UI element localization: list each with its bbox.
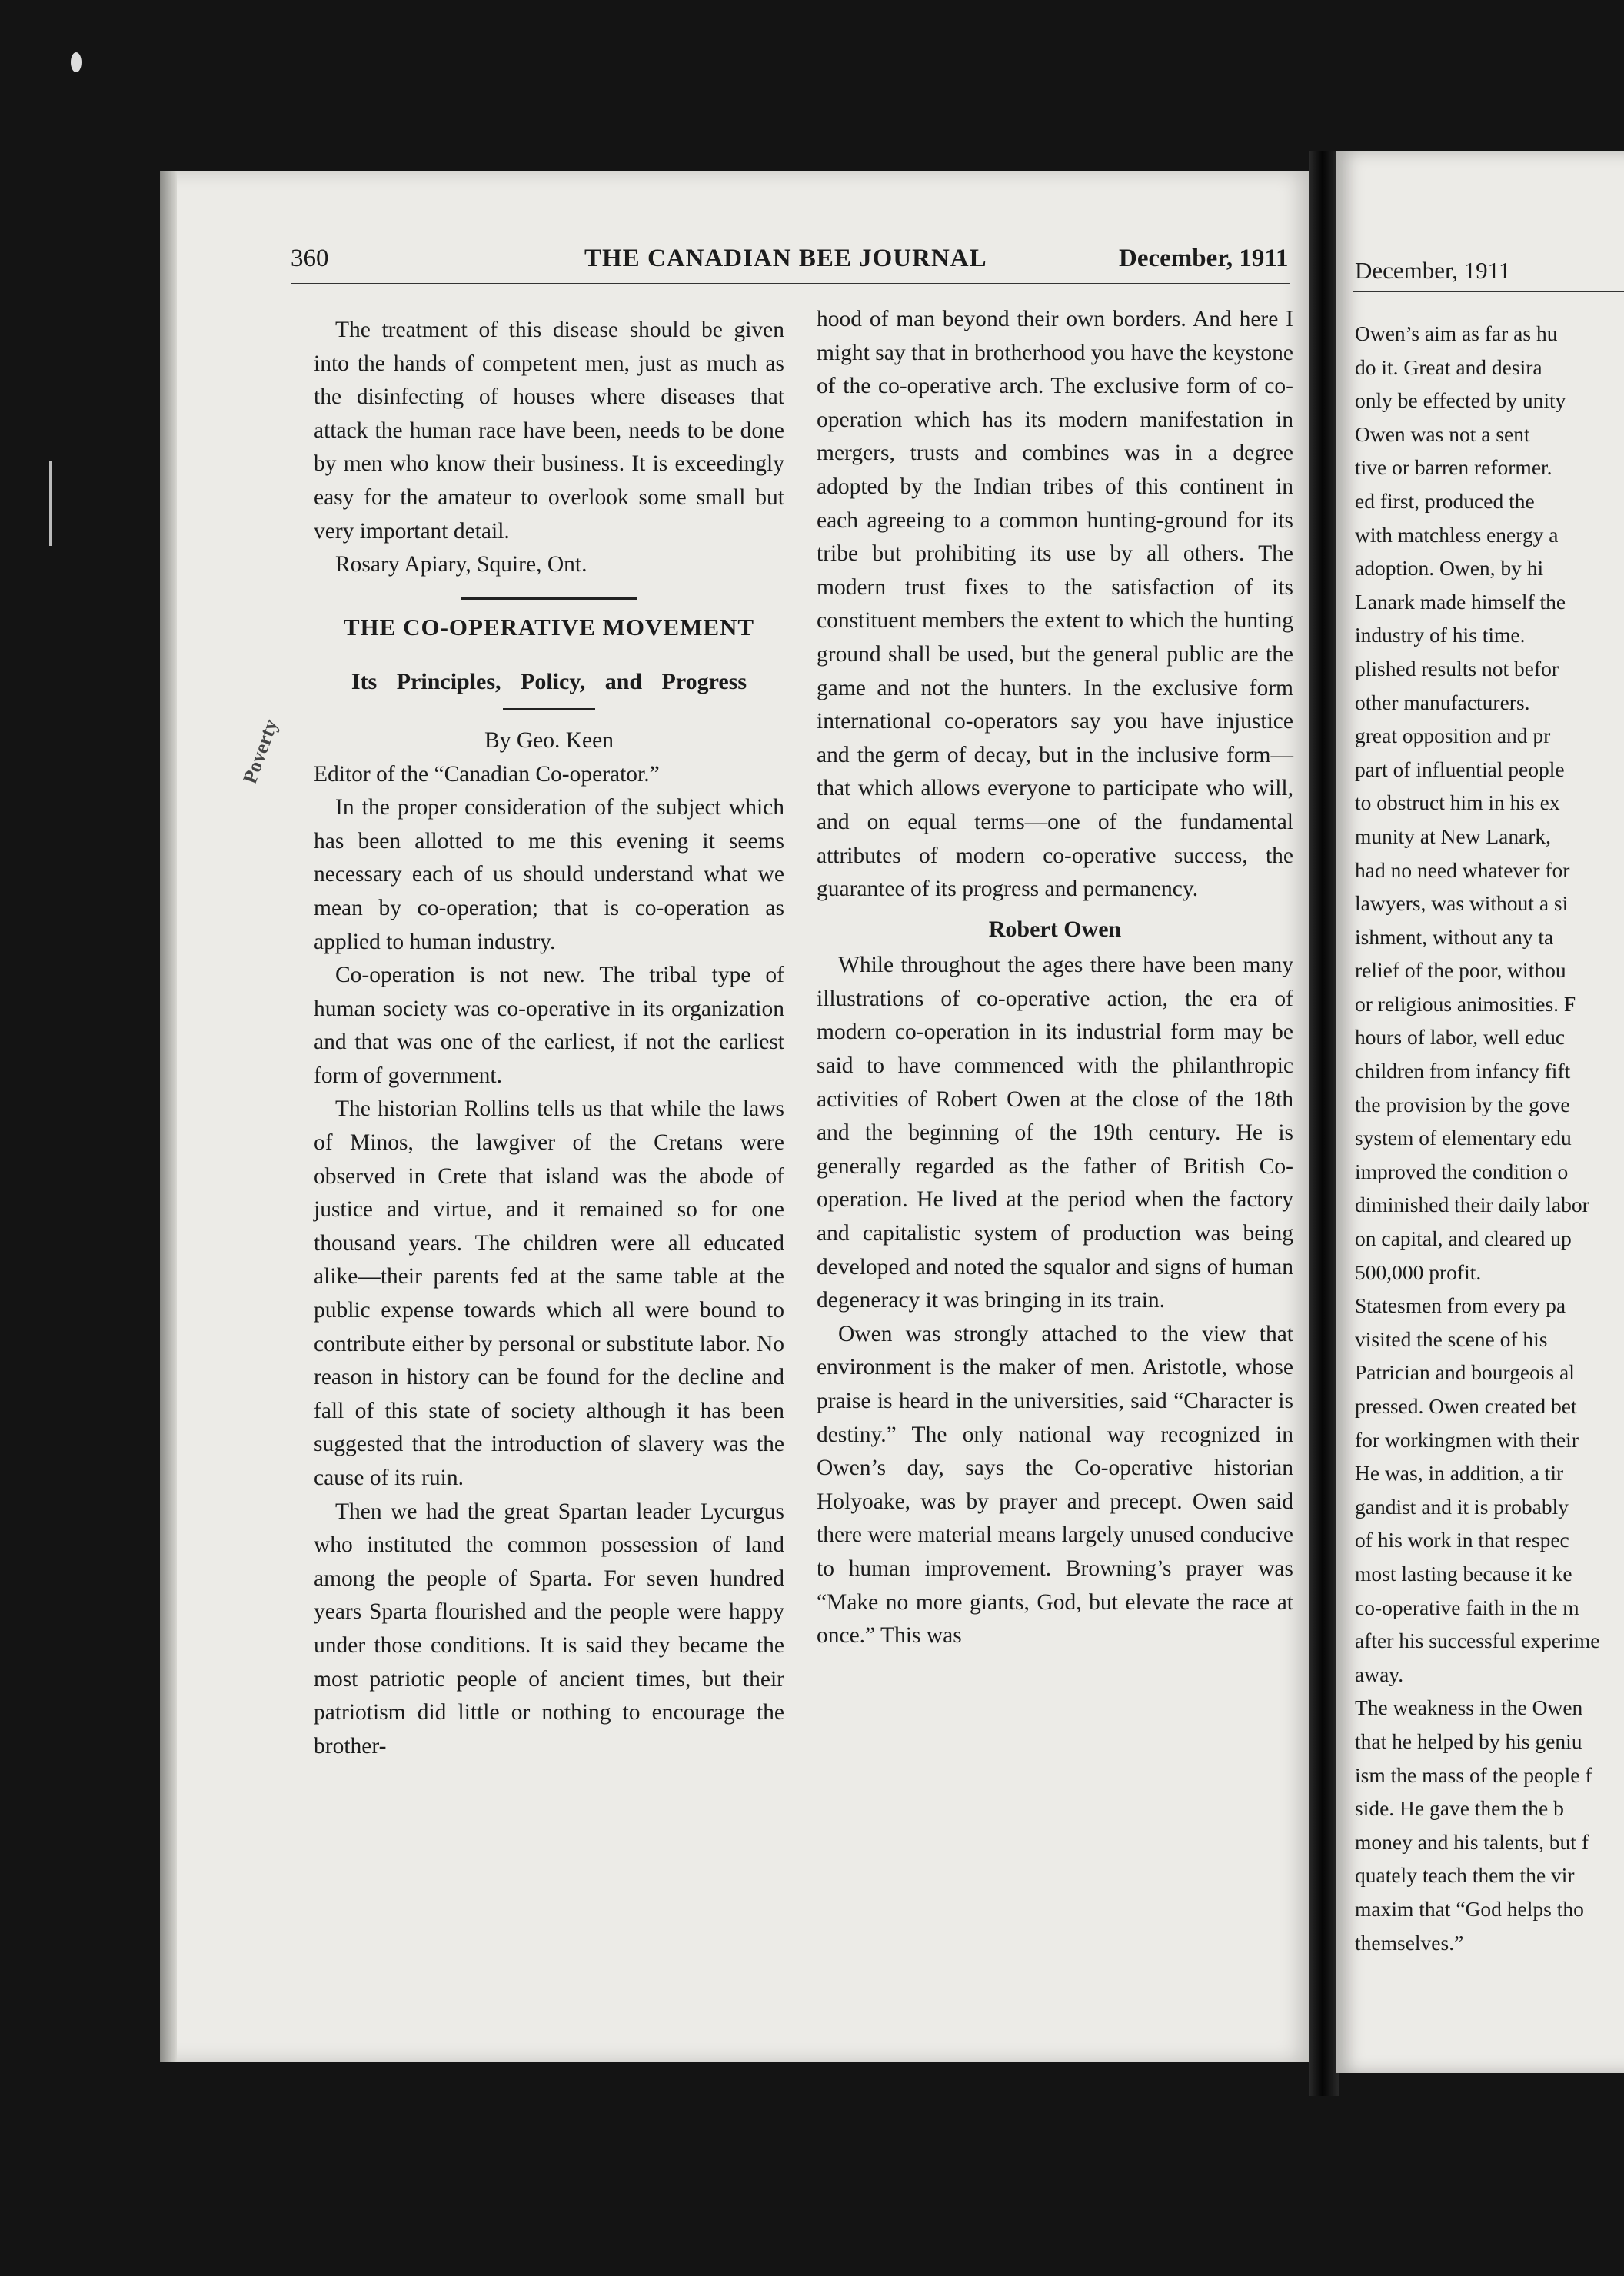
- right-page-line: hours of labor, well educ: [1355, 1025, 1566, 1050]
- right-page-line: ed first, produced the: [1355, 488, 1535, 513]
- right-page-line: Statesmen from every pa: [1355, 1293, 1566, 1318]
- right-page-line: do it. Great and desira: [1355, 354, 1542, 379]
- right-page-line: most lasting because it ke: [1355, 1561, 1572, 1586]
- right-page-line: with matchless energy a: [1355, 522, 1559, 547]
- article-title: THE CO-OPERATIVE MOVEMENT: [343, 613, 755, 641]
- right-page-line: system of elementary edu: [1355, 1126, 1572, 1150]
- right-page-column: [1355, 317, 1624, 1959]
- column-2: [817, 303, 1293, 1653]
- book-gutter: [1309, 151, 1339, 2096]
- paragraph: In the proper consideration of the subject which has been allotted to me this evening it seems necessary each of us should understand what we mean by co-operation; that is co-operation as applied to human industry.: [314, 795, 784, 954]
- right-page-line: side. He gave them the b: [1355, 1796, 1564, 1821]
- right-page-line: ism the mass of the people f: [1355, 1762, 1592, 1787]
- right-page-line: co-operative faith in the m: [1355, 1595, 1579, 1619]
- byline-role: Editor of the “Canadian Co-operator.”: [314, 761, 660, 787]
- right-page-line: only be effected by unity: [1355, 388, 1566, 413]
- paragraph: Owen was strongly attached to the view that environment is the maker of men. Aristotle, whose praise is heard in the universities, said “Character is destiny.” The only national way recognized in Owen’s day, says the Co-operative historian Holyoake, was by prayer and precept. Owen said there were material means largely unused conducive to human improvement. Browning’s prayer was “Make no more giants, God, but elevate the race at once.” This was: [817, 1321, 1293, 1649]
- right-page-line: to obstruct him in his ex: [1355, 790, 1560, 815]
- right-page-line: great opposition and pr: [1355, 724, 1551, 748]
- right-page-line: pressed. Owen created bet: [1355, 1394, 1577, 1418]
- right-page-line: maxim that “God helps tho: [1355, 1896, 1584, 1921]
- right-page-line: Patrician and bourgeois al: [1355, 1360, 1575, 1385]
- right-page-line: for workingmen with their: [1355, 1427, 1579, 1452]
- paragraph: Co-operation is not new. The tribal type of human society was co-operative in its organization and that was one of the earliest, if not the earliest form of government.: [314, 963, 784, 1088]
- right-page-line: that he helped by his geniu: [1355, 1729, 1582, 1753]
- paragraph: Then we had the great Spartan leader Lycurgus who instituted the common possession of land among the people of Sparta. For seven hundred years Sparta flourished and the people were happy under those conditions. It is said they became the most patriotic people of ancient times, but their patriotism did little or nothing to encourage the brother-: [314, 1499, 784, 1759]
- right-page-line: lawyers, was without a si: [1355, 891, 1569, 916]
- header-rule: [1353, 291, 1624, 292]
- margin-stamp: Poverty: [238, 716, 282, 787]
- right-page-line: relief of the poor, withou: [1355, 958, 1566, 983]
- right-page-line: diminished their daily labor: [1355, 1193, 1589, 1217]
- right-page-date: December, 1911: [1355, 257, 1511, 284]
- right-page-line: He was, in addition, a tir: [1355, 1461, 1564, 1486]
- right-page-line: munity at New Lanark,: [1355, 824, 1552, 848]
- right-page-line: the provision by the gove: [1355, 1092, 1570, 1116]
- scan-speck: [49, 461, 52, 546]
- right-page-line: or religious animosities. F: [1355, 991, 1576, 1016]
- right-page-line: ishment, without any ta: [1355, 924, 1554, 949]
- right-page-line: visited the scene of his: [1355, 1326, 1548, 1351]
- scan-speck: [71, 52, 82, 72]
- journal-title: THE CANADIAN BEE JOURNAL: [584, 245, 987, 272]
- right-page-line: industry of his time.: [1355, 623, 1526, 647]
- article-subtitle: Its Principles, Policy, and Progress: [351, 669, 747, 695]
- right-page-line: part of influential people: [1355, 757, 1565, 781]
- paragraph: The historian Rollins tells us that while the laws of Minos, the lawgiver of the Cretans were observed in Crete that island was the abode of justice and virtue, and it remained so for one thousand years. The children were all educated alike—their parents fed at the same table at the public expense towards which all were bound to contribute either by personal or substitute labor. No reason in history can be found for the decline and fall of this state of society although it has been suggested that the introduction of slavery was the cause of its ruin.: [314, 1096, 784, 1490]
- right-page-line: quately teach them the vir: [1355, 1863, 1575, 1888]
- right-page-line: on capital, and cleared up: [1355, 1226, 1572, 1251]
- right-page-line: of his work in that respec: [1355, 1528, 1569, 1552]
- divider: [461, 597, 637, 600]
- issue-date: December, 1911: [1119, 245, 1289, 272]
- right-page-line: improved the condition o: [1355, 1159, 1569, 1183]
- right-page-line: after his successful experime: [1355, 1629, 1600, 1653]
- page-number: 360: [291, 245, 329, 272]
- right-page-line: Owen was not a sent: [1355, 421, 1530, 446]
- right-page-line: Owen’s aim as far as hu: [1355, 321, 1558, 345]
- right-page-line: children from infancy fift: [1355, 1059, 1571, 1083]
- right-page-line: plished results not befor: [1355, 656, 1559, 680]
- byline: By Geo. Keen: [484, 727, 614, 753]
- paragraph: The treatment of this disease should be given into the hands of competent men, just as much as the disinfecting of houses where diseases that attack the human race have been, needs to be done by men who know their business. It is exceedingly easy for the amateur to overlook some small but very important detail.: [314, 318, 784, 544]
- page-edge: [160, 171, 177, 2062]
- right-page-line: gandist and it is probably: [1355, 1494, 1569, 1519]
- right-page-line: tive or barren reformer.: [1355, 455, 1552, 480]
- right-page-line: other manufacturers.: [1355, 690, 1530, 714]
- paragraph: hood of man beyond their own borders. And here I might say that in brotherhood you have the keystone of the co-operative arch. The exclusive form of co-operation which has its modern manifestation in mergers, trusts and combines was in a degree adopted by the Indian tribes of this continent in each agreeing to a common hunting-ground for its tribe but prohibiting its use by all others. The modern trust fixes to the satisfaction of its constituent members the extent to which the hunting ground shall be used, but the general public are the game and not the hunters. In the exclusive form international co-operators say you have injustice and the germ of decay, but in the inclusive form—that which allows everyone to participate who will, and on equal terms—one of the fundamental attributes of modern co-operative success, the guarantee of its progress and permanency.: [817, 307, 1293, 902]
- right-page-line: away.: [1355, 1662, 1404, 1686]
- right-page-line: themselves.”: [1355, 1930, 1464, 1955]
- column-1: [314, 314, 784, 1763]
- header-rule: [291, 283, 1290, 284]
- paragraph: While throughout the ages there have been many illustrations of co-operative action, the era of modern co-operation in its industrial form may be said to have commenced with the philanthropic activities of Robert Owen at the close of the 18th and the beginning of the 19th century. He is generally regarded as the father of British Co-operation. He lived at the period when the factory and capitalistic system of production was being developed and noted the squalor and signs of human degeneracy it was bringing in its train.: [817, 953, 1293, 1313]
- right-page-line: had no need whatever for: [1355, 857, 1570, 882]
- section-heading: Robert Owen: [988, 916, 1122, 942]
- right-page-line: The weakness in the Owen: [1355, 1695, 1583, 1720]
- right-page-line: 500,000 profit.: [1355, 1259, 1482, 1284]
- signoff: Rosary Apiary, Squire, Ont.: [335, 552, 587, 577]
- right-page-line: money and his talents, but f: [1355, 1829, 1589, 1854]
- right-page-line: adoption. Owen, by hi: [1355, 556, 1544, 581]
- divider: [503, 708, 595, 710]
- right-page-line: Lanark made himself the: [1355, 589, 1566, 614]
